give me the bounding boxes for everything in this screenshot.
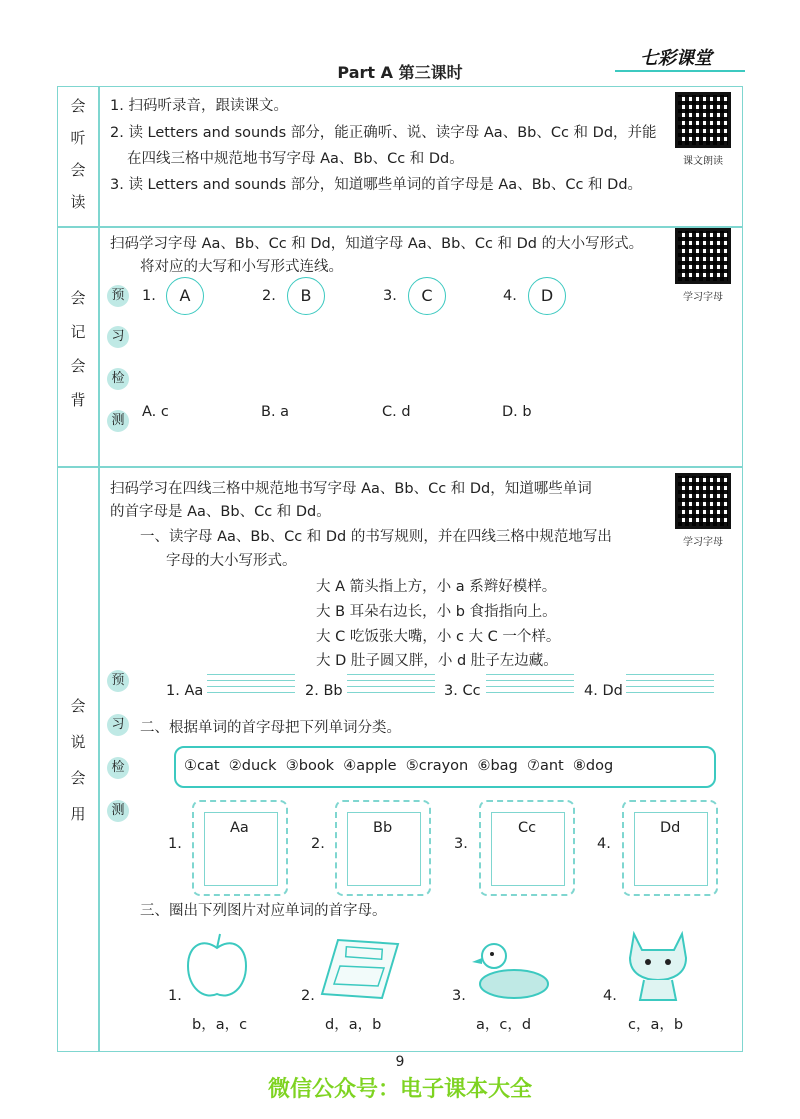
section2-label-char: 会 <box>70 357 86 375</box>
category-num: 3. <box>454 836 468 852</box>
category-box[interactable] <box>335 800 431 896</box>
section1-label-char: 读 <box>70 193 86 211</box>
lower-option[interactable]: B. a <box>261 404 290 420</box>
picture-num: 3. <box>452 988 466 1004</box>
rhyme-line: 大 A 箭头指上方，小 a 系辫好模样。 <box>316 579 557 595</box>
four-line-grid[interactable] <box>207 674 295 700</box>
lower-option[interactable]: A. c <box>142 404 169 420</box>
duck-icon <box>468 934 552 1002</box>
picture-choices[interactable]: a，c，d <box>476 1017 532 1033</box>
category-box[interactable] <box>479 800 575 896</box>
write-item-label: 3. Cc <box>444 683 481 699</box>
section1-line-1: 1. 扫码听录音，跟读课文。 <box>110 98 288 114</box>
rhyme-line: 大 D 肚子圆又胖，小 d 肚子左边藏。 <box>316 653 558 669</box>
section2-label-char: 背 <box>70 391 86 409</box>
picture-num: 4. <box>603 988 617 1004</box>
section2-side-label: 预 <box>107 285 129 307</box>
upper-num: 3. <box>383 288 397 304</box>
upper-letter-circle[interactable]: C <box>408 277 446 315</box>
upper-num: 2. <box>262 288 276 304</box>
picture-choices[interactable]: b，a，c <box>192 1017 248 1033</box>
apple-icon <box>184 930 250 1002</box>
category-num: 1. <box>168 836 182 852</box>
rhyme-line: 大 C 吃饭张大嘴，小 c 大 C 一个样。 <box>316 629 561 645</box>
section3-label-char: 会 <box>70 769 86 787</box>
section2-intro: 扫码学习字母 Aa、Bb、Cc 和 Dd，知道字母 Aa、Bb、Cc 和 Dd 的大小写形式。 <box>110 236 644 252</box>
q2-title: 二、根据单词的首字母把下列单词分类。 <box>140 720 401 736</box>
brand-logo: 七彩课堂 <box>640 48 712 69</box>
section1-line-4: 3. 读 Letters and sounds 部分，知道哪些单词的首字母是 Aa、Bb、Cc 和 Dd。 <box>110 177 643 193</box>
section3-intro-2: 的首字母是 Aa、Bb、Cc 和 Dd。 <box>110 504 331 520</box>
section1-line-3: 在四线三格中规范地书写字母 Aa、Bb、Cc 和 Dd。 <box>127 151 464 167</box>
upper-letter-circle[interactable]: D <box>528 277 566 315</box>
section3-side-label: 预 <box>107 670 129 692</box>
qr-code-icon[interactable] <box>675 92 731 148</box>
section3-side-label: 习 <box>107 714 129 736</box>
qr-code-icon[interactable] <box>675 228 731 284</box>
section1-label-char: 会 <box>70 161 86 179</box>
picture-num: 1. <box>168 988 182 1004</box>
section1-label <box>63 90 93 218</box>
upper-num: 4. <box>503 288 517 304</box>
upper-letter-circle[interactable]: A <box>166 277 204 315</box>
category-label: Bb <box>373 820 393 836</box>
brand-underline <box>615 70 745 72</box>
book-icon <box>318 934 402 1002</box>
section2-label <box>63 282 93 416</box>
category-box[interactable] <box>192 800 288 896</box>
section1-line-2: 2. 读 Letters and sounds 部分，能正确听、说、读字母 Aa、Bb、Cc 和 Dd，并能 <box>110 125 657 141</box>
q3-title: 三、圈出下列图片对应单词的首字母。 <box>140 903 387 919</box>
section2-label-char: 记 <box>70 323 86 341</box>
section-divider-1 <box>57 226 742 228</box>
section3-side-label: 检 <box>107 757 129 779</box>
word-bank-text: ①cat ②duck ③book ④apple ⑤crayon ⑥bag ⑦ant ⑧dog <box>184 758 614 774</box>
section2-side-label: 检 <box>107 368 129 390</box>
section1-label-char: 听 <box>70 129 86 147</box>
qr-caption: 学习字母 <box>683 292 723 303</box>
rhyme-line: 大 B 耳朵右边长，小 b 食指指向上。 <box>316 604 557 620</box>
page-title: Part A 第三课时 <box>337 63 463 82</box>
section3-intro-1: 扫码学习在四线三格中规范地书写字母 Aa、Bb、Cc 和 Dd，知道哪些单词 <box>110 481 592 497</box>
qr-caption: 学习字母 <box>683 537 723 548</box>
upper-letter-circle[interactable]: B <box>287 277 325 315</box>
section-divider-2 <box>57 466 742 468</box>
section2-side-label: 习 <box>107 326 129 348</box>
section2-side-label: 测 <box>107 410 129 432</box>
category-label: Dd <box>660 820 681 836</box>
qr-code-icon[interactable] <box>675 473 731 529</box>
section1-label-char: 会 <box>70 97 86 115</box>
section2-instruction: 将对应的大写和小写形式连线。 <box>140 259 343 275</box>
page-number: 9 <box>395 1054 405 1070</box>
write-item-label: 2. Bb <box>305 683 343 699</box>
four-line-grid[interactable] <box>486 674 574 700</box>
picture-choices[interactable]: c，a，b <box>628 1017 684 1033</box>
section3-label-char: 会 <box>70 697 86 715</box>
watermark: 微信公众号：电子课本大全 <box>267 1077 532 1102</box>
q1-title: 一、读字母 Aa、Bb、Cc 和 Dd 的书写规则，并在四线三格中规范地写出 <box>140 529 612 545</box>
upper-num: 1. <box>142 288 156 304</box>
picture-choices[interactable]: d，a，b <box>325 1017 382 1033</box>
write-item-label: 1. Aa <box>166 683 204 699</box>
four-line-grid[interactable] <box>626 674 714 700</box>
category-num: 2. <box>311 836 325 852</box>
lower-option[interactable]: C. d <box>382 404 411 420</box>
category-box[interactable] <box>622 800 718 896</box>
four-line-grid[interactable] <box>347 674 435 700</box>
label-column-divider <box>98 86 100 1051</box>
write-item-label: 4. Dd <box>584 683 623 699</box>
section2-label-char: 会 <box>70 289 86 307</box>
lower-option[interactable]: D. b <box>502 404 532 420</box>
category-label: Aa <box>230 820 249 836</box>
category-num: 4. <box>597 836 611 852</box>
cat-icon <box>620 924 696 1004</box>
section3-label-char: 用 <box>70 805 86 823</box>
qr-caption: 课文朗读 <box>683 156 723 167</box>
section3-label-char: 说 <box>70 733 86 751</box>
q1-title-2: 字母的大小写形式。 <box>166 553 297 569</box>
category-label: Cc <box>518 820 537 836</box>
section3-side-label: 测 <box>107 800 129 822</box>
picture-num: 2. <box>301 988 315 1004</box>
section3-label <box>63 690 93 830</box>
